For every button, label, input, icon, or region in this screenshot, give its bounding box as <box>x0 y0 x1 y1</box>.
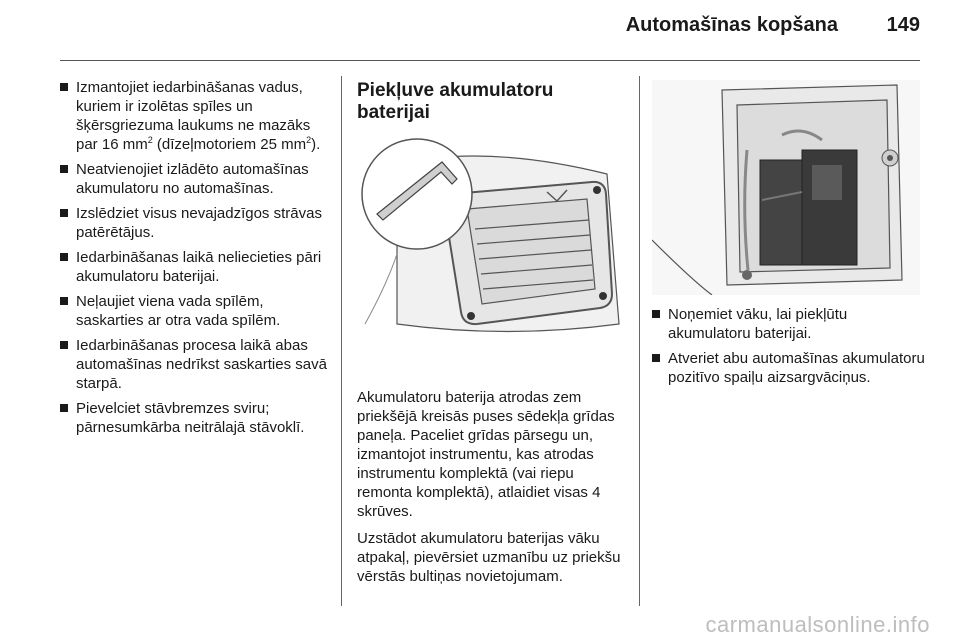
list-item: Iedarbināšanas laikā neliecieties pāri akumulatoru baterijai. <box>60 248 332 286</box>
battery-illustration <box>652 80 920 295</box>
column-divider-right <box>639 76 640 606</box>
watermark-text: carmanualsonline.info <box>705 612 930 637</box>
list-item: Atveriet abu automašīnas akumulatoru pozitīvo spaiļu aizsargvāciņus. <box>652 349 930 387</box>
section-header-title: Automašīnas kopšana <box>625 14 838 36</box>
list-item: Pievelciet stāvbremzes sviru; pārnesumkārba neitrālajā stāvoklī. <box>60 399 332 437</box>
list-item: Noņemiet vāku, lai piekļūtu akumulatoru baterijai. <box>652 305 930 343</box>
page-number: 149 <box>886 14 920 36</box>
right-bullet-list <box>652 305 930 387</box>
middle-column <box>357 80 629 594</box>
paragraph: Uzstādot akumulatoru baterijas vāku atpakaļ, pievērsiet uzmanību uz priekšu vērstās bultiņas novietojumam. <box>357 530 621 585</box>
list-item: Neatvienojiet izlādēto automašīnas akumulatoru no automašīnas. <box>60 160 332 198</box>
left-column <box>60 78 332 443</box>
list-item: Neļaujiet viena vada spīlēm, saskarties ar otra vada spīlēm. <box>60 292 332 330</box>
header-rule <box>60 60 920 61</box>
list-item: Izslēdziet visus nevajadzīgos strāvas patērētājus. <box>60 204 332 242</box>
column-divider-left <box>341 76 342 606</box>
right-column <box>652 80 930 393</box>
list-item: Izmantojiet iedarbināšanas vadus, kuriem ir izolētas spīles un šķērsgriezuma laukums ne mazāks par 16 $mm^2$ (dīzeļmotoriem 25 $mm^2$). <box>60 78 332 154</box>
paragraph: Akumulatoru baterija atrodas zem priekšējā kreisās puses sēdekļa grīdas paneļa. Paceliet grīdas pārsegu un, izmantojot instrumentu, kas atrodas instrumentu komplektā (vai riepu remonta komplektā), atlaidiet visas 4 skrūves. <box>357 389 615 520</box>
left-bullet-list <box>60 78 332 437</box>
section-title: Piekļuve akumulatoru baterijai <box>357 80 554 123</box>
list-item: Iedarbināšanas procesa laikā abas automašīnas nedrīkst saskarties savā starpā. <box>60 336 332 393</box>
floor-panel-illustration <box>357 134 622 344</box>
